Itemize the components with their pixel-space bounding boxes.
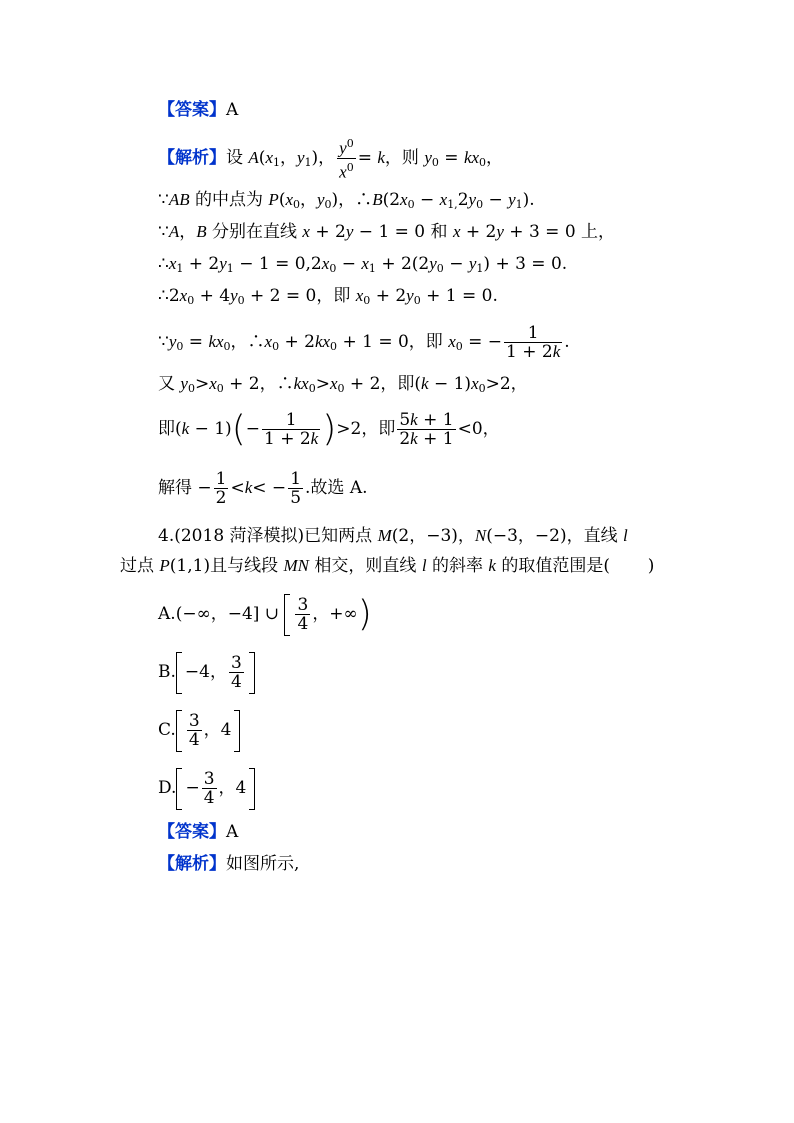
x0-fraction: $\frac{1}{1 + 2k}$ [506, 323, 561, 362]
y0-over-x0-fraction: $\frac{y^0}{x^0}$ [339, 137, 354, 182]
option-c: C. $\frac{3}{4}$ ，4 [158, 706, 240, 754]
analysis-label: 【解析】 [158, 148, 226, 168]
question-4-line-2: 过点 P(1,1)且与线段 MN 相交，则直线 l 的斜率 k 的取值范围是( ) [120, 556, 655, 576]
analysis-label-2: 【解析】 [158, 854, 226, 874]
analysis-line-7: 又 $y_0>x_0 + 2$，$\therefore kx_0>x_0 + 2$，即$(k - 1)x_0>2$， [158, 374, 528, 395]
analysis-line-9: 解得 − $\frac{1}{2}$ <k< − $\frac{1}{5}$ .故选 A. [158, 469, 368, 508]
analysis-line-q4 [158, 852, 299, 876]
analysis-line-5: $\therefore 2x_0 + 4y_0 + 2 = 0$，即 $x_0 + 2y_0 + 1 = 0$. [158, 286, 498, 307]
analysis-text-q4: 如图所示, [226, 854, 300, 874]
inequality-fraction: $\frac{1}{1 + 2k}$ [263, 410, 319, 449]
half-fraction: $\frac{1}{2}$ [215, 469, 227, 508]
answer-line-1 [158, 98, 238, 122]
analysis-line-8: 即(k − 1)(− $\frac{1}{1 + 2k}$ )>2，即 $\frac{5k + 1}{2k + 1}$ <0， [158, 408, 500, 450]
ratio-fraction: $\frac{5k + 1}{2k + 1}$ [399, 410, 454, 449]
fifth-fraction: $\frac{1}{5}$ [290, 469, 302, 508]
answer-label: 【答案】 [158, 100, 226, 120]
answer-value: A [226, 100, 239, 120]
analysis-line-3: ∵A，B 分别在直线 x + 2y − 1 = 0 和 x + 2y + 3 = 0 上， [158, 222, 616, 242]
option-d: D. − $\frac{3}{4}$ ，4 [158, 764, 255, 812]
analysis-line-6: $\because y_0 = kx_0$，$\therefore x_0 + 2kx_0 + 1 = 0$，即 $x_0$ = − $\frac{1}{1 + 2k}$ . [158, 323, 570, 362]
analysis-line-2: ∵AB 的中点为 $P(x_0$，$y_0$)，$\therefore B(2x_0 - x_{1,}2y_0 - y_1)$. [158, 190, 535, 211]
question-source: (2018 菏泽模拟) [174, 526, 305, 546]
analysis-line-1: 【解析】设 $A(x_1$，$y_1$)， $\frac{y^0}{x^0}$ = k，则 $y_0 = kx_0$， [158, 137, 504, 182]
analysis-line-4: $\therefore x_1 + 2y_1 - 1 = 0,2x_0 - x_1 + 2(2y_0 - y_1) + 3 = 0$. [158, 254, 568, 275]
option-b: B. −4， $\frac{3}{4}$ [158, 648, 255, 696]
question-4-line-1: 4.(2018 菏泽模拟)已知两点 M(2，−3)，N(−3，−2)，直线 l [158, 526, 628, 546]
answer-value-2: A [226, 822, 239, 842]
answer-line-2 [158, 820, 238, 844]
answer-label-2: 【答案】 [158, 822, 226, 842]
question-number: 4. [158, 526, 175, 546]
option-a: A.(−∞，−4] ∪ $\frac{3}{4}$ ，+∞) [158, 593, 372, 635]
